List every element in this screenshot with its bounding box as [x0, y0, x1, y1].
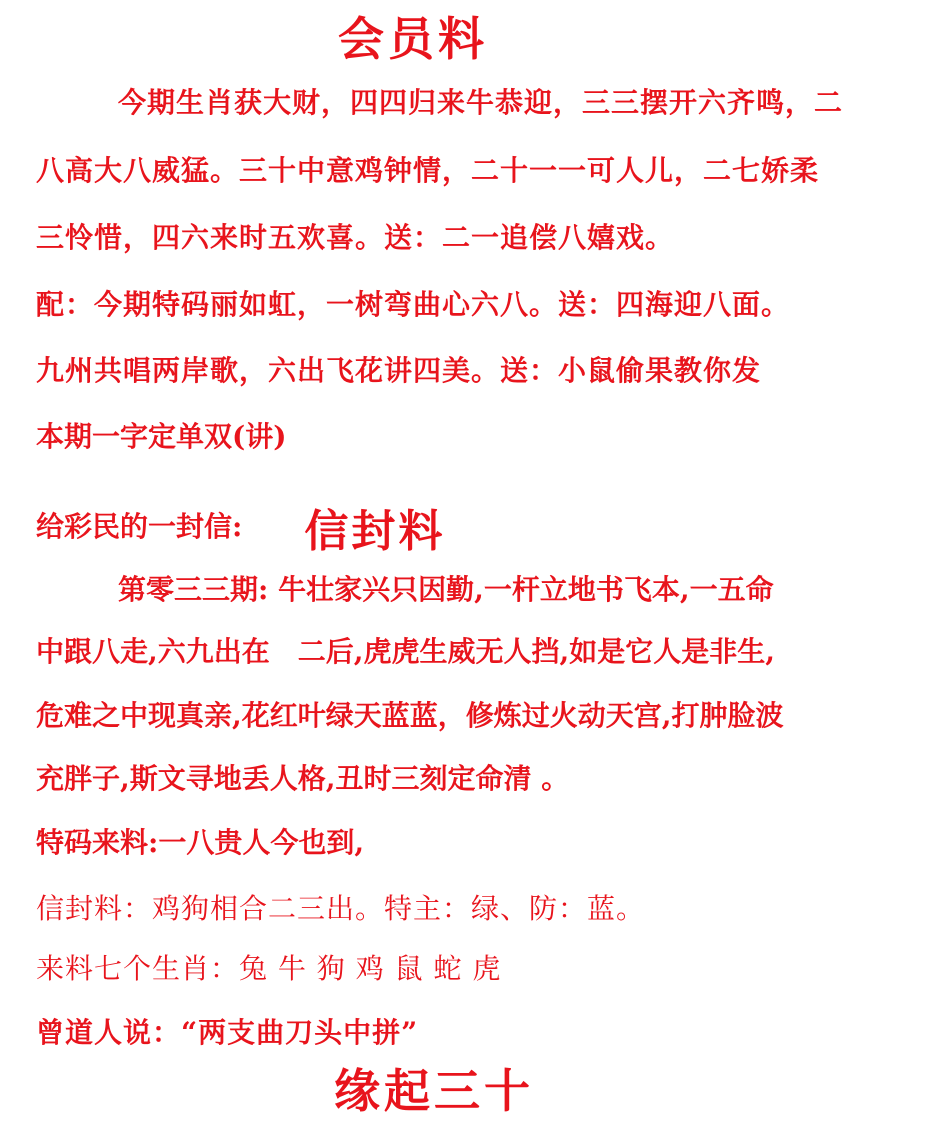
- letter-heading: [36, 506, 446, 557]
- taoist-line: 曾道人说：“两支曲刀头中拼”: [36, 1016, 419, 1049]
- member-title: 会员料: [338, 12, 488, 66]
- poem-line: 九州共唱两岸歌，六出飞花讲四美。送：小鼠偷果教你发: [36, 354, 762, 387]
- envelope-paragraph-line-4: 充胖子,斯文寻地丢人格,丑时三刻定命清 。: [36, 762, 570, 795]
- zodiac-line: 来料七个生肖：兔 牛 狗 鸡 鼠 蛇 虎: [36, 952, 502, 985]
- letter-label: 给彩民的一封信:: [36, 510, 243, 543]
- single-double-line: 本期一字定单双(讲): [36, 420, 287, 453]
- envelope-line: 信封料：鸡狗相合二三出。特主：绿、防：蓝。: [36, 892, 646, 925]
- envelope-paragraph-line-1: 第零三三期: 牛壮家兴只因勤,一杆立地书飞本,一五命: [118, 573, 774, 606]
- special-code-line: 特码来料:一八贵人今也到,: [36, 826, 365, 859]
- member-paragraph-line-1: 今期生肖获大财，四四归来牛恭迎，三三摆开六齐鸣，二: [118, 86, 844, 119]
- envelope-paragraph-line-3: 危难之中现真亲,花红叶绿天蓝蓝，修炼过火动天宫,打肿脸波: [36, 699, 784, 732]
- envelope-paragraph-line-2: 中跟八走,六九出在 二后,虎虎生威无人挡,如是它人是非生,: [36, 635, 775, 668]
- footer-title: 缘起三十: [334, 1064, 534, 1118]
- member-paragraph-line-3: 三怜惜，四六来时五欢喜。送：二一追偿八嬉戏。: [36, 221, 675, 254]
- envelope-title: 信封料: [304, 506, 446, 557]
- member-paragraph-line-2: 八高大八威猛。三十中意鸡钟情，二十一一可人儿，二七娇柔: [36, 154, 820, 187]
- pei-line: 配：今期特码丽如虹，一树弯曲心六八。送：四海迎八面。: [36, 288, 791, 321]
